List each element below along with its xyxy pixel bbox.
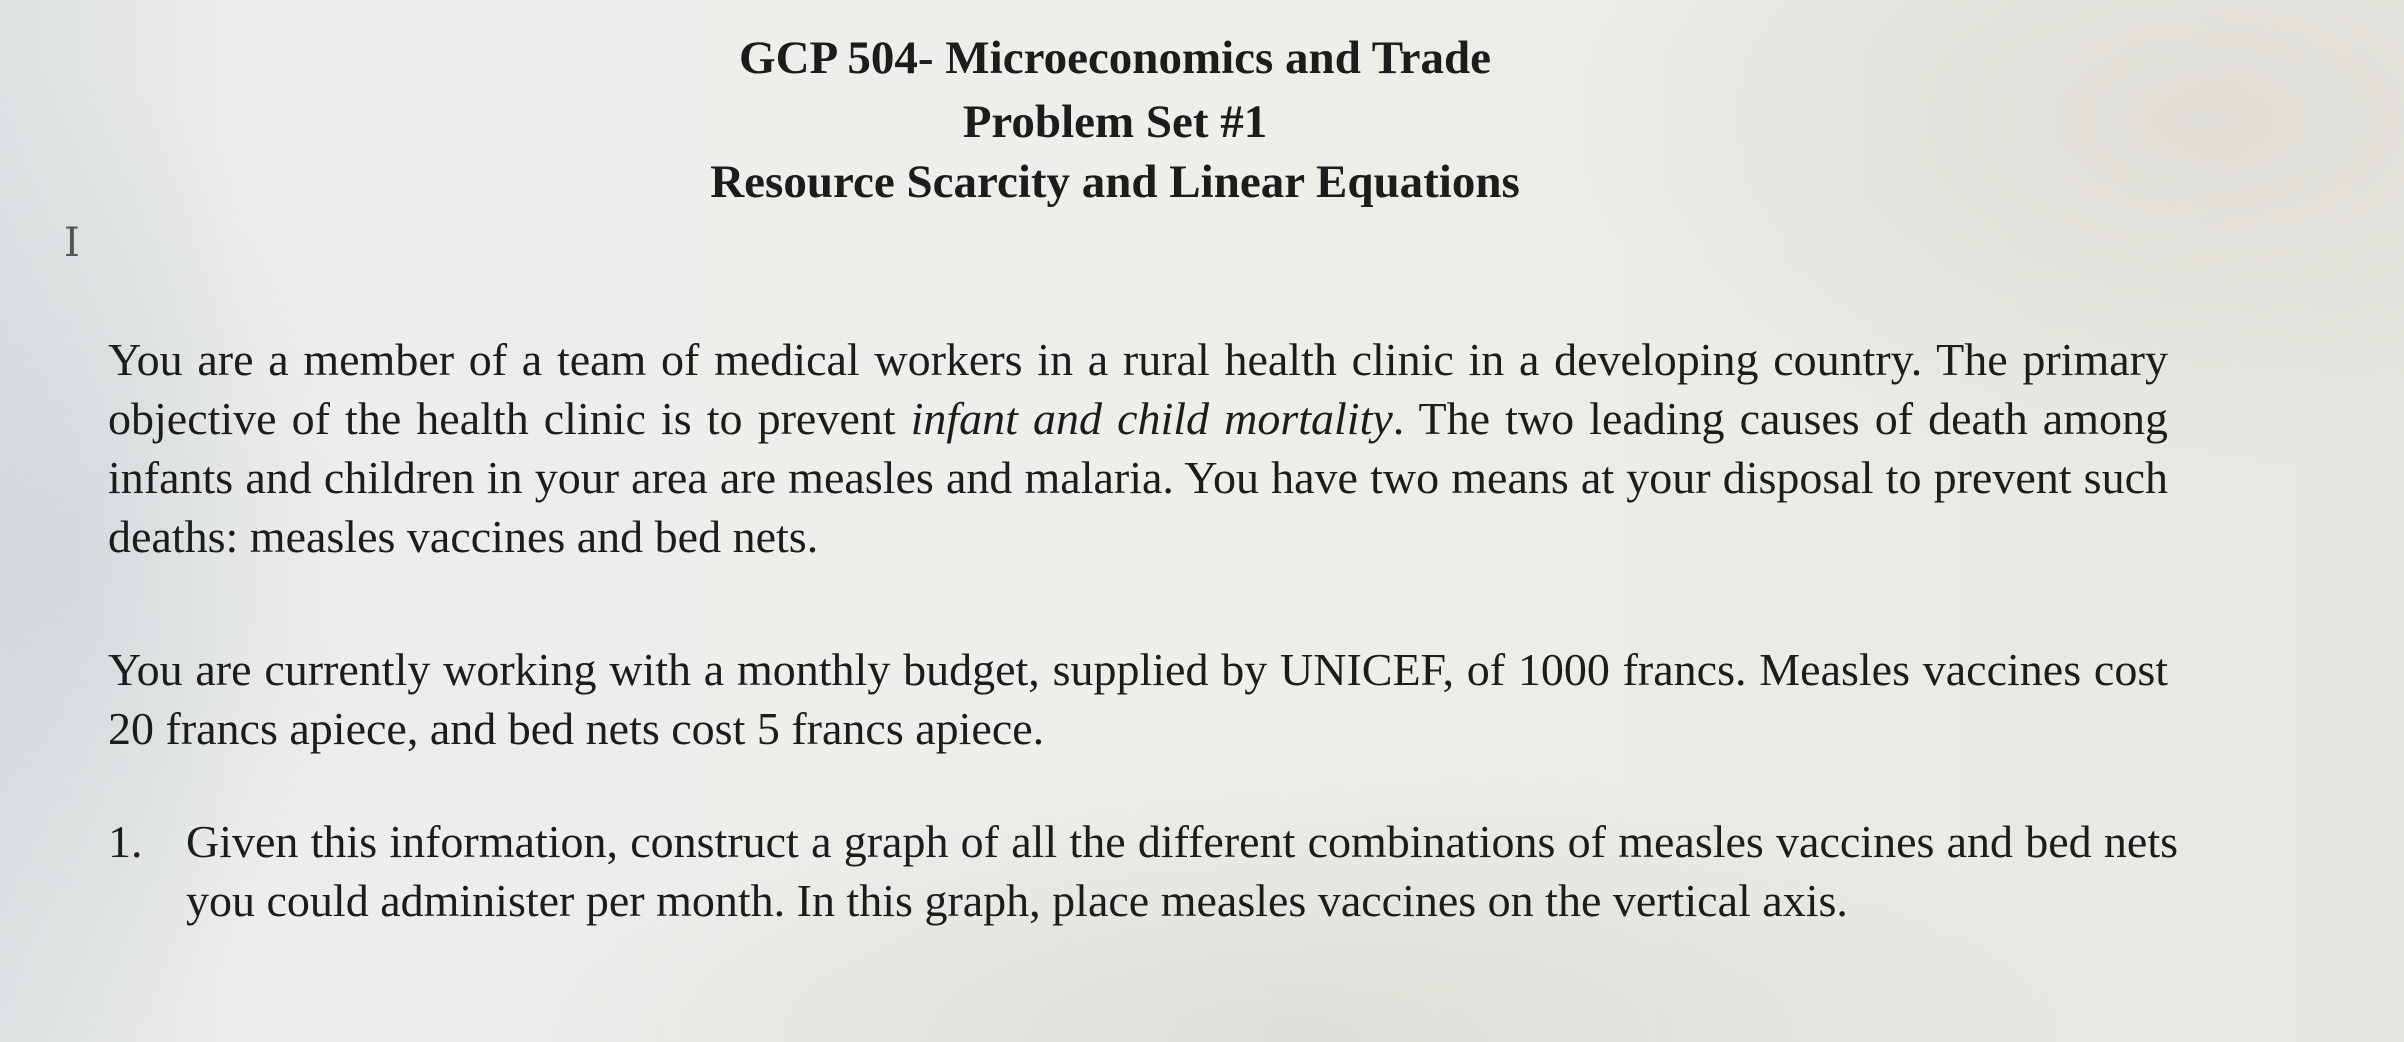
question-list bbox=[108, 812, 2178, 930]
intro-text-part2: . The two leading causes of death among infants and children in your area are measles and malaria. You have two means at your disposal to prevent such deaths: measles vaccines and bed nets. bbox=[108, 393, 2168, 562]
intro-text-part1: You are a member of a team of medical workers in a rural health clinic in a developing country. The primary objective of the health clinic is to prevent bbox=[108, 334, 2168, 444]
intro-paragraph bbox=[108, 330, 2168, 566]
intro-emphasis: infant and child mortality bbox=[910, 393, 1393, 444]
course-title: GCP 504- Microeconomics and Trade bbox=[739, 32, 1491, 84]
text-cursor-icon: I bbox=[64, 220, 80, 266]
budget-paragraph: You are currently working with a monthly budget, supplied by UNICEF, of 1000 francs. Measles vaccines cost 20 francs apiece, and bed nets cost 5 francs apiece. bbox=[108, 644, 2168, 754]
topic-title: Resource Scarcity and Linear Equations bbox=[710, 156, 1520, 208]
problem-set-title: Problem Set #1 bbox=[962, 96, 1268, 148]
question-text: Given this information, construct a graph of all the different combinations of measles vaccines and bed nets you could administer per month. In this graph, place measles vaccines on the vertical axis. bbox=[186, 816, 2178, 926]
question-number: 1. bbox=[108, 816, 143, 867]
question-item bbox=[108, 812, 2178, 930]
